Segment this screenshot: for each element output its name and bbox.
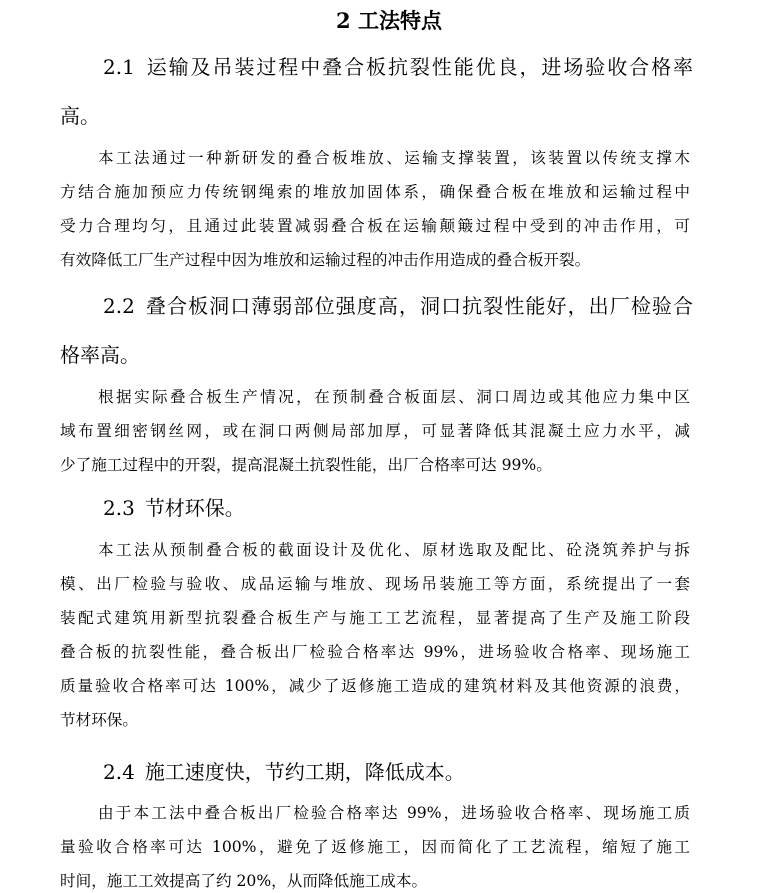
body-line: 装配式建筑用新型抗裂叠合板生产与施工工艺流程，显著提高了生产及施工阶段 (60, 609, 690, 627)
heading-text: 节材环保。 (144, 496, 245, 520)
body-line: 叠合板的抗裂性能，叠合板出厂检验合格率达 99%，进场验收合格率、现场施工 (60, 643, 690, 661)
body-line: 由于本工法中叠合板出厂检验合格率达 99%，进场验收合格率、现场施工质 (98, 804, 690, 822)
body-line: 模、出厂检验与验收、成品运输与堆放、现场吊装施工等方面，系统提出了一套 (60, 575, 690, 593)
section-heading (103, 52, 693, 82)
heading-text: 施工速度快，节约工期，降低成本。 (144, 760, 465, 784)
body-line: 有效降低工厂生产过程中因为堆放和运输过程的冲击作用造成的叠合板开裂。 (60, 251, 591, 269)
body-line: 节材环保。 (60, 711, 138, 729)
section-heading-cont: 高。 (60, 104, 100, 128)
body-line: 质量验收合格率可达 100%，减少了返修施工造成的建筑材料及其他资源的浪费， (60, 677, 690, 695)
body-line: 少了施工过程中的开裂，提高混凝土抗裂性能，出厂合格率可达 99%。 (60, 456, 552, 474)
heading-text: 叠合板洞口薄弱部位强度高，洞口抗裂性能好，出厂检验合 (144, 294, 693, 318)
heading-text: 运输及吊装过程中叠合板抗裂性能优良，进场验收合格率 (144, 55, 693, 79)
body-line: 量验收合格率可达 100%，避免了返修施工，因而简化了工艺流程，缩短了施工 (60, 838, 690, 856)
section-number: 2.2 (103, 294, 135, 318)
body-line: 方结合施加预应力传统钢绳索的堆放加固体系，确保叠合板在堆放和运输过程中 (60, 183, 690, 201)
body-line: 时间，施工工效提高了约 20%，从而降低施工成本。 (60, 872, 428, 890)
section-heading (103, 757, 465, 787)
body-line: 受力合理均匀，且通过此装置减弱叠合板在运输颠簸过程中受到的冲击作用，可 (60, 217, 690, 235)
section-heading (103, 291, 693, 321)
section-number: 2.1 (103, 55, 135, 79)
section-number: 2.4 (103, 760, 135, 784)
body-line: 本工法通过一种新研发的叠合板堆放、运输支撑装置，该装置以传统支撑木 (98, 149, 690, 167)
body-line: 域布置细密钢丝网，或在洞口两侧局部加厚，可显著降低其混凝土应力水平，减 (60, 422, 690, 440)
section-number: 2.3 (103, 496, 135, 520)
body-line: 根据实际叠合板生产情况，在预制叠合板面层、洞口周边或其他应力集中区 (98, 388, 690, 406)
section-heading-cont: 格率高。 (60, 343, 140, 367)
body-line: 本工法从预制叠合板的截面设计及优化、原材选取及配比、砼浇筑养护与拆 (98, 541, 690, 559)
page-title: 2 工法特点 (336, 8, 442, 33)
section-heading (103, 493, 245, 523)
